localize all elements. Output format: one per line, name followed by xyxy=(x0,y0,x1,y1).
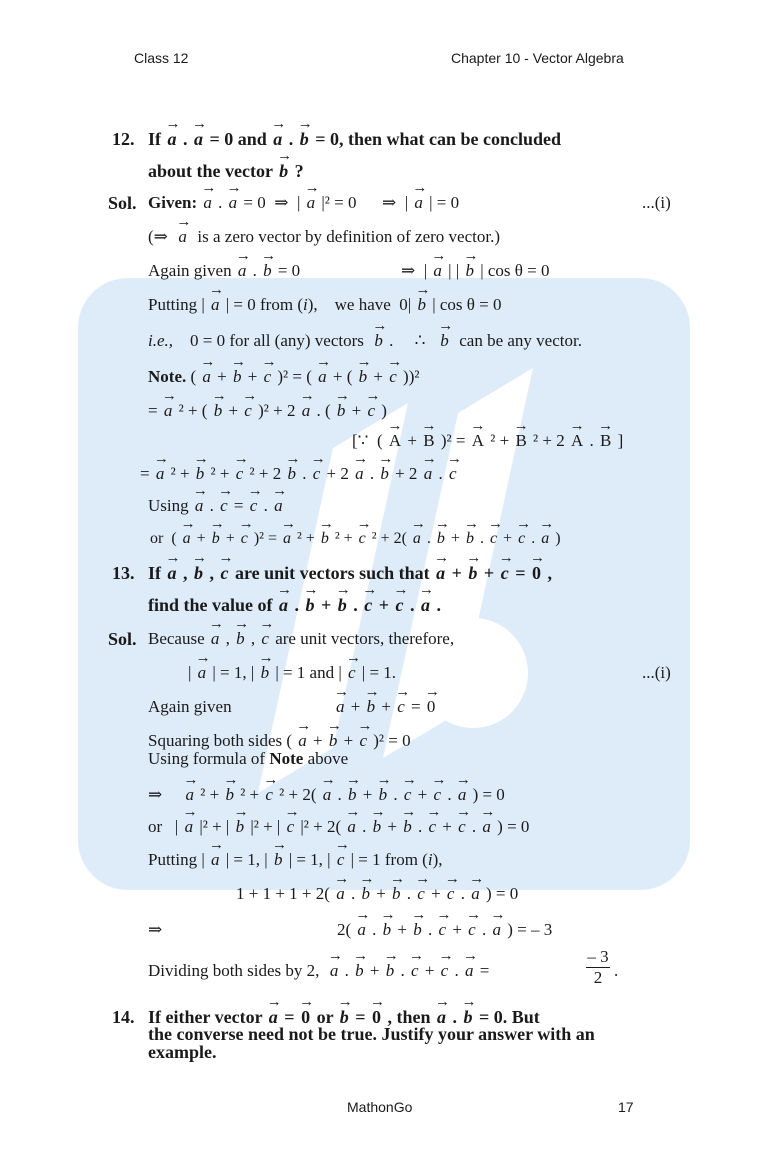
question-text: example. xyxy=(148,1042,217,1062)
math-line: or | → a |² + | → b |² + | → c |² + 2( → a . → b + → b . → c + → c . → a ) = 0 xyxy=(148,816,529,838)
math-line: = → a ² + → b ² + → c ² + 2 → b . → c + 2 → a . → b + 2 → a . → c xyxy=(140,463,458,485)
math-line: ⇒ xyxy=(148,920,163,939)
equation-tag: ...(i) xyxy=(642,663,671,682)
math-line: 2( → a . → b + → b . → c + → c . → a ) = – 3 xyxy=(337,919,552,941)
math-line: Again given xyxy=(148,697,232,716)
footer-brand: MathonGo xyxy=(347,1099,413,1115)
question-text: If either vector → a = → 0 or → b = → 0 , then → a . → b = 0. But xyxy=(148,1006,540,1028)
question-text: If → a , → b , → c are unit vectors such that → a + → b + → c = → 0 , xyxy=(148,562,552,584)
math-line: Again given → a . → b = 0 xyxy=(148,260,300,282)
math-line: Using → a . → c = → c . → a xyxy=(148,495,285,517)
math-line: Using formula of Note above xyxy=(148,749,349,768)
math-line: Note. ( → a + → b + → c )² = ( → a + ( → b + → c ))² xyxy=(148,366,419,388)
math-line: Squaring both sides ( → a + → b + → c )² = 0 xyxy=(148,730,411,752)
math-line: or ( → a + → b + → c )² = → a ² + → b ² + → c ² + 2( → a . → b + → b . → c + → c . → a ) xyxy=(150,528,561,550)
math-line: . xyxy=(614,961,619,980)
question-number: 13. xyxy=(112,563,135,583)
math-line: Given: → a . → a = 0 ⇒ | → a |² = 0 ⇒ | → a | = 0 xyxy=(148,192,459,214)
math-line: (⇒ → a is a zero vector by definition of zero vector.) xyxy=(148,226,500,248)
math-line: = → a ² + ( → b + → c )² + 2 → a . ( → b + → c ) xyxy=(148,400,387,422)
math-line: Dividing both sides by 2, → a . → b + → b . → c + → c . → a = xyxy=(148,960,489,982)
question-text: about the vector → b ? xyxy=(148,160,304,182)
solution-label: Sol. xyxy=(108,629,137,649)
math-line: Putting | → a | = 0 from (i), we have 0| → b | cos θ = 0 xyxy=(148,294,502,316)
header-class: Class 12 xyxy=(134,50,189,66)
math-line: ⇒ | → a | | → b | cos θ = 0 xyxy=(401,260,550,282)
fraction xyxy=(586,947,610,988)
math-line: | → a | = 1, | → b | = 1 and | → c | = 1. xyxy=(188,662,396,684)
math-line: Putting | → a | = 1, | → b | = 1, | → c | = 1 from (i), xyxy=(148,849,443,871)
fraction-numerator: – 3 xyxy=(587,947,609,966)
equation-tag: ...(i) xyxy=(642,193,671,212)
page-number: 17 xyxy=(618,1099,634,1115)
question-number: 12. xyxy=(112,129,135,149)
math-line: 1 + 1 + 1 + 2( → a . → b + → b . → c + → c . → a ) = 0 xyxy=(236,883,518,905)
question-number: 14. xyxy=(112,1007,135,1027)
question-text: find the value of → a . → b + → b . → c + → c . → a . xyxy=(148,594,441,616)
question-text: If → a . → a = 0 and → a . → b = 0, then what can be concluded xyxy=(148,128,561,150)
header-chapter: Chapter 10 - Vector Algebra xyxy=(451,50,624,66)
solution-label: Sol. xyxy=(108,193,137,213)
question-text: the converse need not be true. Justify your answer with an xyxy=(148,1024,595,1044)
math-line: ⇒ → a ² + → b ² + → c ² + 2( → a . → b + → b . → c + → c . → a ) = 0 xyxy=(148,784,505,806)
math-line: i.e., 0 = 0 for all (any) vectors → b . ∴ → b can be any vector. xyxy=(148,330,582,352)
math-line: Because → a , → b , → c are unit vectors, therefore, xyxy=(148,628,454,650)
math-line: → a + → b + → c = → 0 xyxy=(334,696,437,718)
math-line: [∵ ( → A + → B )² = → A ² + → B ² + 2 → A . → B ] xyxy=(352,430,623,452)
fraction-denominator: 2 xyxy=(593,968,603,987)
